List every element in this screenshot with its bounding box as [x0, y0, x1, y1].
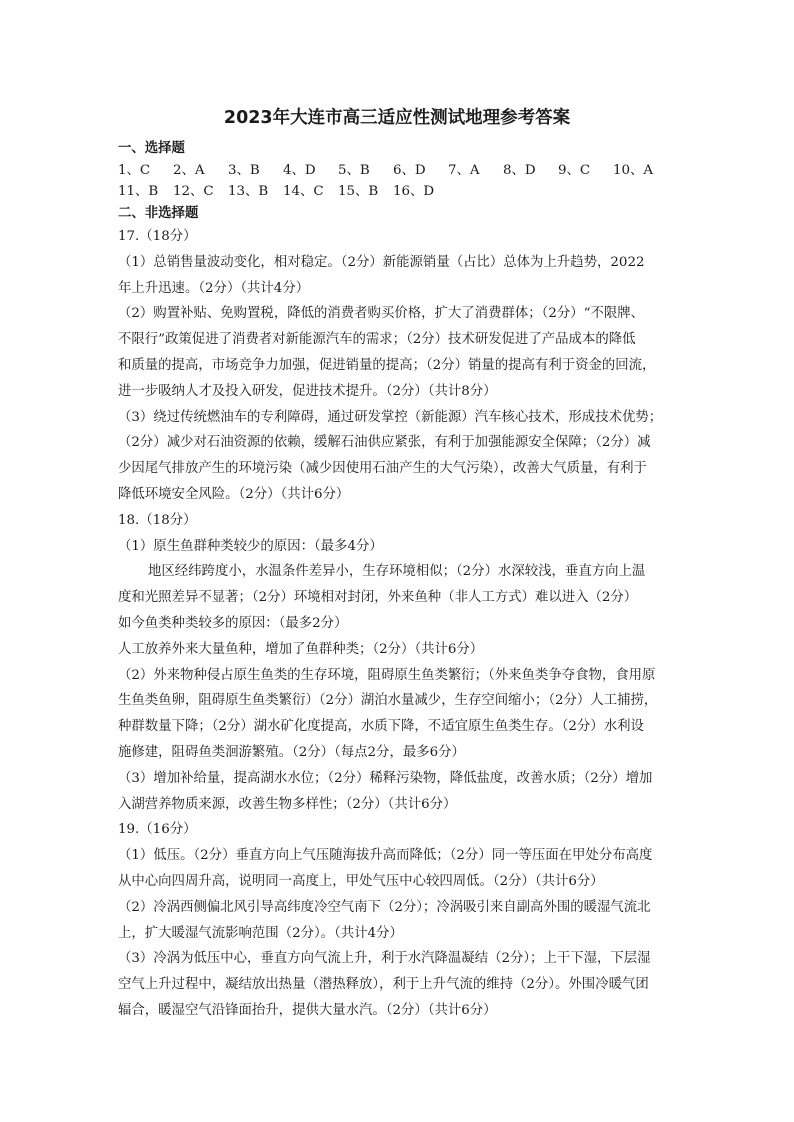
answer-line: （1）低压。（2分）垂直方向上气压随海拔升高而降低；（2分）同一等压面在甲处分布高度 [118, 848, 653, 864]
question-19-heading: 19.（16分） [118, 822, 197, 838]
answer-line: 少因尾气排放产生的环境污染（减少因使用石油产生的大气污染），改善大气质量，有利于 [118, 461, 647, 477]
choice-answer: 1、C [118, 162, 151, 178]
answer-line: 人工放养外来大量鱼种，增加了鱼群种类；（2分）（共计6分） [118, 641, 484, 657]
choice-answer: 14、C [283, 184, 324, 199]
document-title: 2023年大连市高三适应性测试地理参考答案 [223, 108, 571, 128]
choice-answer: 15、B [338, 184, 379, 199]
answer-line: （1）总销售量波动变化，相对稳定。（2分）新能源销量（占比）总体为上升趋势，2022 [118, 254, 645, 270]
answer-line: 如今鱼类种类较多的原因：（最多2分） [118, 615, 348, 631]
choice-answer: 8、D [503, 162, 536, 178]
answer-line: 进一步吸纳人才及投入研发，促进技术提升。（2分）（共计8分） [118, 383, 497, 399]
choice-answer: 16、D [393, 184, 435, 199]
answer-line: 不限行”政策促进了消费者对新能源汽车的需求；（2分）技术研发促进了产品成本的降低 [118, 332, 636, 348]
choice-answers-row-1 [118, 160, 678, 182]
answer-line: 种群数量下降；（2分）湖水矿化度提高，水质下降，不适宜原生鱼类生存。（2分）水利设 [118, 719, 644, 735]
answer-line: （2）购置补贴、免购置税，降低的消费者购买价格，扩大了消费群体；（2分）“不限牌、 [118, 306, 645, 322]
answer-line: 从中心向四周升高，说明同一高度上，甲处气压中心较四周低。（2分）（共计6分） [118, 873, 604, 889]
question-18-heading: 18.（18分） [118, 512, 197, 528]
choice-answer: 12、C [173, 184, 214, 199]
answer-line: 地区经纬跨度小，水温条件差异小，生存环境相似；（2分）水深较浅，垂直方向上温 [148, 564, 646, 580]
answer-line: 生鱼类鱼卵，阻碍原生鱼类繁衍）（2分）湖泊水量减少，生存空间缩小；（2分）人工捕捞， [118, 693, 658, 709]
answer-line: 年上升迅速。（2分）（共计4分） [118, 280, 310, 296]
answer-line: 降低环境安全风险。（2分）（共计6分） [118, 486, 350, 502]
choice-answers-row-2 [118, 181, 678, 203]
answer-line: （2）外来物种侵占原生鱼类的生存环境，阻碍原生鱼类繁衍；（外来鱼类争夺食物，食用原 [118, 667, 656, 683]
answer-line: 施修建，阻碍鱼类洄游繁殖。（2分）（每点2分，最多6分） [118, 744, 465, 760]
question-17-heading: 17.（18分） [118, 229, 197, 244]
choice-answer: 7、A [448, 162, 480, 178]
choice-answer: 11、B [118, 184, 159, 199]
choice-answer: 13、B [228, 184, 269, 199]
section-heading-non-choice: 二、非选择题 [118, 205, 199, 221]
choice-answer: 6、D [393, 162, 426, 178]
section-heading-multiple-choice: 一、选择题 [118, 141, 185, 156]
document-body [118, 138, 678, 1024]
choice-answer: 9、C [558, 162, 591, 178]
answer-line: （3）冷涡为低压中心，垂直方向气流上升，利于水汽降温凝结（2分）；上干下湿，下层湿 [118, 951, 651, 967]
choice-answer: 2、A [173, 162, 205, 178]
choice-answer: 4、D [283, 162, 316, 178]
answer-line: 辐合，暖湿空气沿锋面抬升，提供大量水汽。（2分）（共计6分） [118, 1002, 497, 1018]
answer-line: （3）绕过传统燃油车的专利障碍，通过研发掌控（新能源）汽车核心技术，形成技术优势； [118, 409, 663, 425]
answer-line: （2）冷涡西侧偏北风引导高纬度冷空气南下（2分）；冷涡吸引来自副高外围的暖湿气流北 [118, 899, 651, 915]
answer-line: 上，扩大暖湿气流影响范围（2分）。（共计4分） [118, 925, 403, 941]
answer-line: 和质量的提高，市场竞争力加强，促进销量的提高；（2分）销量的提高有利于资金的回流， [118, 357, 656, 373]
answer-line: （3）增加补给量，提高湖水水位；（2分）稀释污染物，降低盐度，改善水质；（2分）增加 [118, 770, 653, 786]
answer-line: 空气上升过程中，凝结放出热量（潜热释放），利于上升气流的维持（2分）。外围冷暖气团 [118, 977, 649, 993]
answer-line: （1）原生鱼群种类较少的原因：（最多4分） [118, 538, 383, 554]
choice-answer: 10、A [613, 162, 654, 178]
choice-answer: 3、B [228, 162, 260, 178]
answer-line: （2分）减少对石油资源的依赖，缓解石油供应紧张，有利于加强能源安全保障；（2分）减 [118, 435, 651, 451]
answer-line: 入湖营养物质来源，改善生物多样性；（2分）（共计6分） [118, 796, 457, 812]
answer-line: 度和光照差异不显著；（2分）环境相对封闭，外来鱼种（非人工方式）难以进入（2分） [118, 590, 638, 606]
choice-answer: 5、B [338, 162, 370, 178]
